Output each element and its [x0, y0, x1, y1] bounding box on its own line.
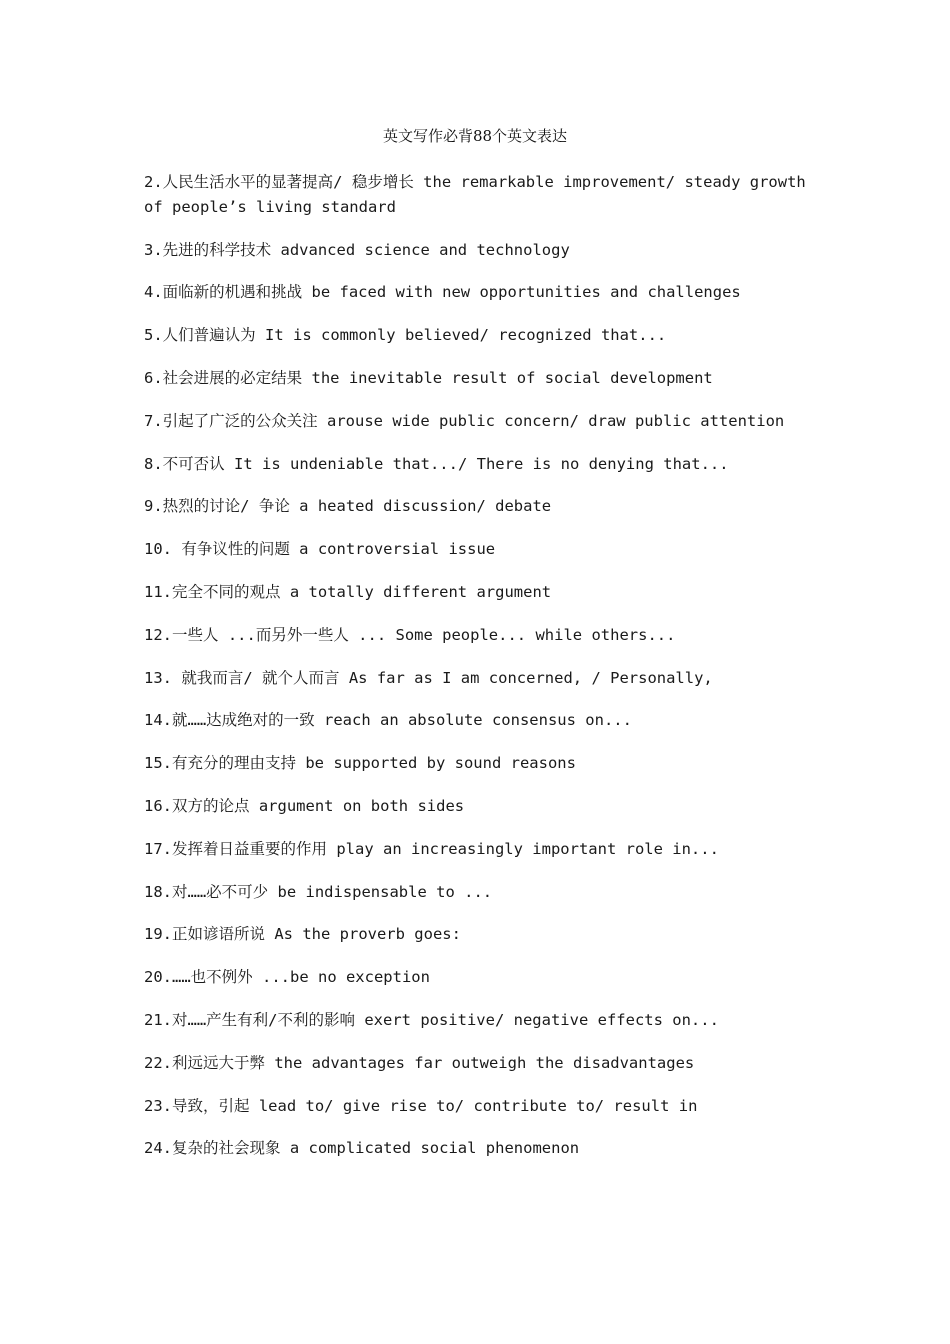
phrase-item: 3.先进的科学技术 advanced science and technology [144, 240, 570, 259]
phrase-item: 23.导致，引起 lead to/ give rise to/ contribute to/ result in [144, 1096, 698, 1115]
document-title: 英文写作必背88个英文表达 [382, 127, 568, 145]
phrase-item: 2.人民生活水平的显著提高/ 稳步增长 the remarkable improvement/ steady growth of people’s living standard [144, 173, 816, 216]
phrase-item: 21.对……产生有利/不利的影响 exert positive/ negative effects on... [144, 1010, 719, 1029]
phrase-item: 20.……也不例外 ...be no exception [144, 968, 430, 987]
phrase-item: 16.双方的论点 argument on both sides [144, 796, 465, 815]
phrase-item: 10. 有争议性的问题 a controversial issue [144, 540, 496, 559]
phrase-item: 24.复杂的社会现象 a complicated social phenomenon [144, 1139, 580, 1158]
phrase-item: 15.有充分的理由支持 be supported by sound reasons [144, 754, 576, 773]
phrase-item: 6.社会进展的必定结果 the inevitable result of social development [144, 368, 713, 387]
phrase-list [144, 170, 814, 1179]
phrase-item: 17.发挥着日益重要的作用 play an increasingly important role in... [144, 839, 719, 858]
phrase-item: 18.对……必不可少 be indispensable to ... [144, 882, 493, 901]
phrase-item: 19.正如谚语所说 As the proverb goes: [144, 925, 461, 944]
phrase-item: 11.完全不同的观点 a totally different argument [144, 582, 552, 601]
phrase-item: 7.引起了广泛的公众关注 arouse wide public concern/ draw public attention [144, 411, 785, 430]
phrase-item: 14.就……达成绝对的一致 reach an absolute consensus on... [144, 711, 632, 730]
phrase-item: 4.面临新的机遇和挑战 be faced with new opportunities and challenges [144, 283, 741, 302]
phrase-item: 22.利远远大于弊 the advantages far outweigh the disadvantages [144, 1053, 695, 1072]
phrase-item: 5.人们普遍认为 It is commonly believed/ recognized that... [144, 326, 667, 345]
phrase-item: 13. 就我而言/ 就个人而言 As far as I am concerned, / Personally, [144, 668, 713, 687]
phrase-item: 9.热烈的讨论/ 争论 a heated discussion/ debate [144, 497, 552, 516]
phrase-item: 12.一些人 ...而另外一些人 ... Some people... while others... [144, 625, 676, 644]
phrase-item: 8.不可否认 It is undeniable that.../ There is no denying that... [144, 454, 729, 473]
